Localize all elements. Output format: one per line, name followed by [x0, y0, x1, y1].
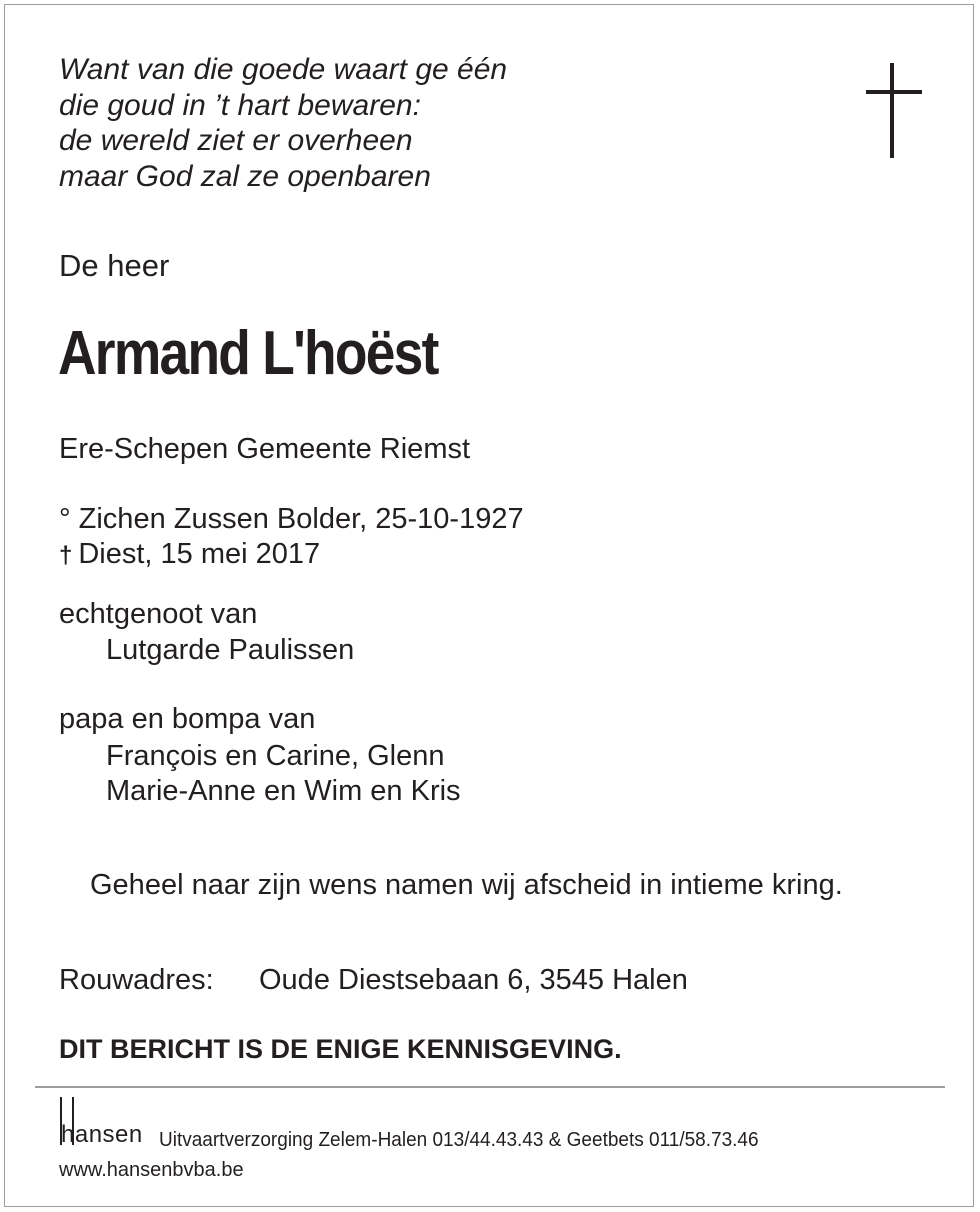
children-label: papa en bompa van	[59, 703, 316, 735]
cross-icon	[866, 63, 922, 158]
death-place-date: Diest, 15 mei 2017	[78, 538, 321, 570]
death-info	[59, 538, 320, 571]
children-line: François en Carine, Glenn	[106, 740, 445, 772]
notice-text: DIT BERICHT IS DE ENIGE KENNISGEVING.	[59, 1034, 622, 1064]
dagger-icon: †	[59, 542, 73, 569]
deceased-office: Ere-Schepen Gemeente Riemst	[59, 433, 471, 465]
website-link[interactable]: www.hansenbvba.be	[59, 1159, 244, 1181]
children-line: Marie-Anne en Wim en Kris	[106, 775, 461, 807]
birth-info: ° Zichen Zussen Bolder, 25-10-1927	[59, 503, 524, 535]
logo-text: hansen	[61, 1121, 143, 1148]
address-value: Oude Diestsebaan 6, 3545 Halen	[259, 964, 688, 996]
poem	[59, 52, 507, 194]
poem-line: die goud in ’t hart bewaren:	[59, 88, 421, 122]
poem-line: Want van die goede waart ge één	[59, 53, 508, 86]
spouse-label: echtgenoot van	[59, 598, 258, 630]
footer-divider	[35, 1086, 945, 1088]
poem-line: de wereld ziet er overheen	[59, 124, 413, 157]
spouse-name: Lutgarde Paulissen	[106, 634, 355, 666]
farewell-text: Geheel naar zijn wens namen wij afscheid in intieme kring.	[90, 869, 843, 901]
salutation: De heer	[59, 248, 170, 283]
address-label: Rouwadres:	[59, 964, 214, 996]
deceased-name: Armand L'hoëst	[58, 319, 438, 388]
company-info: Uitvaartverzorging Zelem-Halen 013/44.43.43 & Geetbets 011/58.73.46	[159, 1129, 759, 1151]
hansen-logo	[59, 1097, 159, 1153]
poem-line: maar God zal ze openbaren	[59, 159, 431, 193]
